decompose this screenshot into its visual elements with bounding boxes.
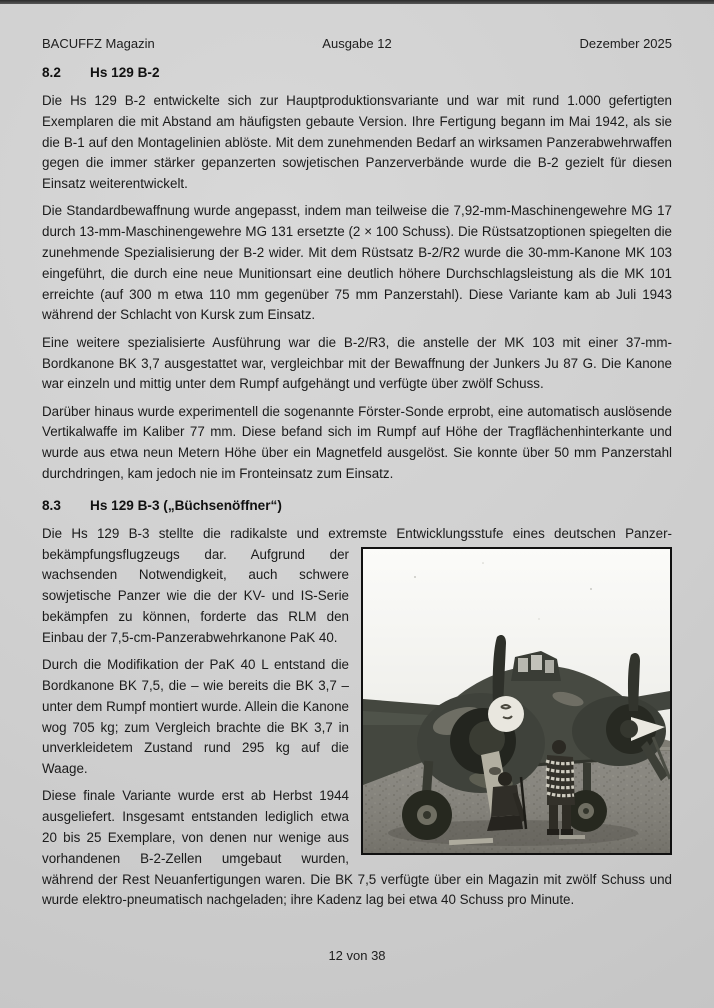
section-number: 8.2 (42, 65, 61, 80)
paragraph-text: bekämpfungsflugzeugs dar. Aufgrund der wachsenden Notwendigkeit, auch schwere sowjetische Panzer wie die der KV- und IS-Serie bekämpfen zu können, forderte das RLM den Einbau der 7,5-cm-Panzerabwehrkanone PaK 40. (42, 546, 349, 645)
page-number: 12 von 38 (328, 948, 386, 963)
paragraph: Eine weitere spezialisierte Ausführung war die B-2/R3, die anstelle der MK 103 mit einer 37-mm-Bordkanone BK 3,7 ausgestattet war, vergleichbar mit der Bewaffnung der Junkers Ju 87 G. Die Kanone war einzeln und mittig unter dem Rumpf aufgehängt und verfügte über zwölf Schuss. (42, 334, 672, 392)
window-top-edge (0, 0, 714, 4)
section-number: 8.3 (42, 497, 61, 513)
section-title: Hs 129 B-3 („Büchsenöffner“) (90, 497, 282, 513)
header-date: Dezember 2025 (579, 36, 672, 51)
paragraph: Die Hs 129 B-2 entwickelte sich zur Hauptproduktionsvariante und war mit rund 1.000 gefertigten Exemplaren die mit Abstand am häufigsten gebaute Version. Ihre Fertigung begann im Mai 1942, als sie die B-1 auf den Montagelinien ablöste. Mit dem zunehmenden Bedarf an wirksamen Panzerabwehrwaffen gegen die immer stärker gepanzerten sowjetischen Panzerverbände wurde die B-2 gezielt für diesen Einsatz weiterentwickelt. (42, 93, 672, 192)
header-magazine-title: BACUFFZ Magazin (42, 36, 155, 51)
paragraph: Die Standardbewaffnung wurde angepasst, indem man teilweise die 7,92-mm-Maschinengewehre MG 17 durch 13-mm-Maschinengewehre MG 131 ersetzte (2 × 100 Schuss). Die Rüstsatzoptionen spiegelten die zunehmende Spezialisierung der B-2 wider. Mit dem Rüstsatz B-2/R2 wurde die 30-mm-Kanone MK 103 eingeführt, die durch eine neue Munitionsart eine deutlich höhere Durchschlagsleistung als die MK 101 erreichte (auf 300 m etwa 110 mm gegenüber 75 mm Panzerstahl). Diese Variante kam ab Juli 1943 während der Schlacht von Kursk zum Einsatz. (42, 203, 672, 323)
page-header (42, 36, 672, 52)
section-heading-8-3 (42, 497, 672, 514)
header-issue: Ausgabe 12 (322, 36, 392, 51)
section-title: Hs 129 B-2 (90, 65, 160, 80)
paragraph: Diese finale Variante wurde erst ab Herbst 1944 ausgeliefert. Insgesamt entstanden lediglich etwa 20 bis 25 Exemplare, von denen nur wenige aus vorhandenen B-2-Zellen umgebaut wurden, während der Rest Neuanfertigungen waren. Die BK 7,5 verfügte über ein Magazin mit zwölf Schuss und wurde elektro-pneumatisch nachgeladen; ihre Kadenz lag bei etwa 40 Schuss pro Minute. (42, 788, 672, 908)
paragraph: Darüber hinaus wurde experimentell die sogenannte Förster-Sonde erprobt, eine automatisch auslösende Vertikalwaffe im Kaliber 77 mm. Diese befand sich im Rumpf auf Höhe der Tragflächenhinterkante und wurde aus etwa neun Metern Höhe über ein Magnetfeld ausgelöst. Sie konnte über 50 mm Panzerstahl durchdringen, kam jedoch nie im Fronteinsatz zum Einsatz. (42, 403, 672, 482)
paragraph-text: Die Hs 129 B-3 stellte die radikalste und extremste Entwicklungsstufe eines deutschen Panzer- (42, 525, 672, 541)
section-heading-8-2 (42, 64, 672, 81)
paragraph-with-photo (42, 524, 672, 649)
hs129-aircraft-ground-crew-photo (361, 547, 672, 855)
paragraph: Durch die Modifikation der PaK 40 L entstand die Bordkanone BK 7,5, die – wie bereits die BK 3,7 – unter dem Rumpf montiert wurde. Allein die Kanone wog 705 kg; zum Vergleich brachte die BK 3,7 in unverkleidetem Zustand rund 295 kg auf die Waage. (42, 657, 349, 777)
